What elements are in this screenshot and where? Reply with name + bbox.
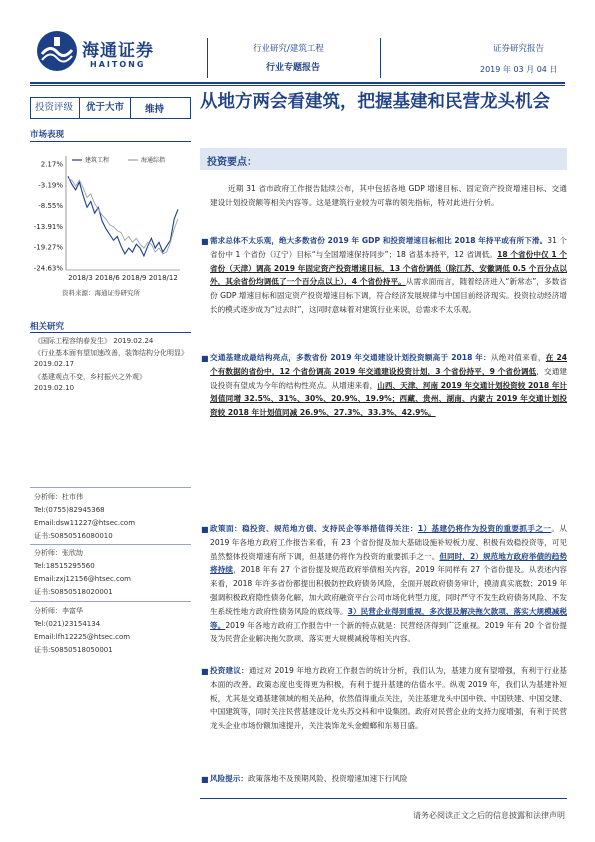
intro-paragraph [210, 182, 567, 210]
header-rule [30, 85, 565, 86]
related-item-date: 2019.02.17 [34, 360, 75, 368]
related-item[interactable] [34, 372, 184, 394]
chart-source: 资料来源：海通证券研究所 [62, 289, 140, 297]
analyst-card [34, 547, 131, 599]
point-highlight: 18 个省份中仅 1 个省份（天津）调高 2019 年固定资产投资增速目标，13 个省份调低（除江苏、安徽调低 0.5 个百分点以外，其余省份均调低了一个百分点以上），4 个省份持平。 [210, 249, 567, 287]
logo-english-name: HAITONG [90, 60, 146, 69]
series-line-1 [68, 176, 178, 256]
logo-chinese-name: 海通证券 [82, 41, 154, 61]
point-text: 。从 2019 年各地方政府工作报告来看，有 23 个省份提及加大基础设施补短板力度、积极有效稳投资等，可见虽然整体投资增速有所下调，但基建仍将作为投资的重要抓手之一。 [210, 524, 567, 561]
analyst-name: 分析师：张欣劼 [34, 549, 83, 557]
point-demand [210, 234, 567, 317]
related-item[interactable] [34, 348, 192, 370]
analyst-tel: Tel:18515295560 [34, 562, 95, 570]
legend-label: 建筑工程 [85, 157, 110, 164]
report-type: 行业专题报告 [266, 63, 321, 73]
report-category: 行业研究/建筑工程 [253, 44, 324, 54]
point-text: 从需求面而言，随着经济进入“新常态”，多数省份 GDP 增速目标和固定资产投资增速目标下调，符合经济发展规律与中国目前经济现实。投资拉动经济增长的模式逐步成为“过去时”，这同时意味着对建筑行业来说，总需求不太乐观。 [210, 277, 568, 314]
related-item-date: 2019.02.24 [113, 337, 154, 345]
point-text: 从绝对值来看， [490, 353, 546, 362]
report-date: 2019 年 03 月 04 日 [480, 65, 558, 74]
x-tick-label: 2018/3 2018/6 2018/9 2018/12 [68, 274, 178, 282]
point-heading: 政策面：稳投资、规范地方债、支持民企等举措值得关注： [210, 524, 418, 533]
analyst-rule [30, 487, 191, 488]
y-tick-label: -3.19% [38, 181, 63, 190]
related-item-title: 《基建观点不变，乡村振兴之外观》 [34, 373, 146, 381]
rating-trend: 维持 [145, 104, 165, 115]
y-tick-label: 2.17% [40, 160, 63, 169]
market-performance-chart [30, 152, 190, 284]
investment-rating [30, 97, 191, 119]
analyst-email[interactable]: Email:zxj12156@htsec.com [34, 575, 131, 583]
bullet-icon: ■ [201, 354, 209, 363]
report-title: 从地方两会看建筑，把握基建和民营龙头机会 [200, 92, 550, 112]
point-highlight: 山西、天津、河南 2019 年交通计划投资较 2018 年计划值同增 32.5%、31%、30%、20.9%、19.9%；西藏、贵州、湖南、内蒙古 2019 年交通计划投资较 2018 年计划值同减 26.9%、27.3%、33.3%、42.9%。 [210, 380, 568, 418]
point-text: ，交通建设投资有望成为今年的结构性亮点。从增速来看， [210, 366, 568, 390]
legend-label: 海通综指 [141, 157, 166, 164]
point-highlight: 在 24 个有数据的省份中，12 个省份调高 2019 年交通建设投资计划，3 个省份持平，9 个省份调低 [210, 353, 568, 376]
analyst-rule [30, 601, 191, 602]
analyst-card [34, 605, 130, 657]
analyst-name: 分析师：杜市伟 [34, 493, 83, 501]
point-highlight: 3）民营企业得到重视，多次提及解决拖欠款项、落实大规模减税等。 [210, 606, 568, 630]
footer-rule [200, 798, 567, 799]
point-text: 政策落地不及预期风险、投资增速加速下行风险 [247, 774, 408, 783]
header-divider [207, 38, 208, 78]
y-tick-label: -24.63% [33, 264, 63, 273]
related-rule [30, 332, 191, 333]
intro-text: 近期 31 省市政府工作报告陆续公布，其中包括各地 GDP 增速目标、固定资产投资增速目标、交通建设计划投资额等相关内容等。这是建筑行业较为可靠的领先指标，特对此进行分析。 [210, 184, 567, 207]
header-divider [380, 38, 381, 78]
related-item-title: 《国际工程容纳春发生》 [34, 337, 111, 345]
report-kind: 证券研究报告 [493, 44, 545, 54]
bullet-icon: ■ [201, 237, 209, 246]
analyst-email[interactable]: Email:lfh12225@htsec.com [34, 633, 131, 641]
analyst-cert: 证书:S0850518050001 [34, 646, 113, 654]
y-tick-label: -13.91% [33, 222, 63, 231]
analyst-email[interactable]: Email:dsw11227@htsec.com [34, 519, 136, 527]
point-heading: 投资建议： [210, 666, 249, 675]
haitong-logo-icon [36, 30, 78, 72]
rating-value: 优于大市 [80, 98, 131, 118]
point-recommendation [210, 664, 567, 733]
related-item[interactable] [34, 336, 194, 347]
bullet-icon: ■ [201, 525, 209, 534]
point-heading: 风险提示： [210, 774, 248, 783]
analyst-cert: 证书:S0850516080010 [34, 532, 113, 540]
point-highlight: 1）基建仍将作为投资的重要抓手之一 [417, 524, 552, 533]
footer-disclaimer[interactable]: 请务必阅读正文之后的信息披露和法律声明 [413, 811, 565, 820]
analyst-tel: Tel:(0755)82945368 [34, 506, 105, 514]
point-policy [210, 522, 567, 646]
analyst-rule [30, 544, 191, 545]
point-text: 2019 年各地方政府工作报告中一个新的特点就是：民营经济得到广泛重视。2019 年有 20 个省份提及为民营企业解决拖欠款项、落实更大规模减税等相关内容。 [210, 620, 567, 644]
y-tick-label: -8.55% [38, 202, 63, 211]
point-text: 31 个省份中 1 个省份（辽宁）目标“与全国增速保持同步”；18 省基本持平，12 省调低。 [210, 236, 568, 259]
point-transport [210, 351, 567, 420]
point-risk [210, 772, 567, 786]
point-heading: 交通基建成最结构亮点，多数省份 2019 年交通建设计划投资额高于 2018 年： [210, 353, 491, 362]
rating-label: 投资评级 [31, 98, 80, 118]
market-title: 市场表现 [30, 130, 65, 140]
analyst-cert: 证书:S0850518020001 [34, 588, 113, 596]
analyst-card [34, 491, 135, 543]
point-text: 通过对 2019 年地方政府工作报告的统计分析，我们认为，基建力度有望增强，有利于行业基本面的改善。政策态度也变得更为积极，有利于提升基建的估值水平。纵观 2019 年，我们认为基建补短板，尤其是交通基建领域的相关品种，依然值得重点关注，关注基建龙头中国中铁、中国铁建、中国交建、中国建筑等，同时关注民营基建设计龙头苏交科和中设集团。政府对民营企业的支持力度增强，有利于民营龙头企业市场份额加速提升，关注装饰龙头金螳螂和东易日盛。 [210, 666, 567, 731]
bullet-icon: ■ [201, 775, 209, 784]
analyst-name: 分析师：李富华 [34, 607, 83, 615]
header-rule [30, 82, 565, 84]
point-text: ，2018 年有 27 个省份提及规范政府举债相关内容，2019 年同样有 27 个省份提及。从表述内容来看，2018 年许多省份都提出积极防控政府债务风险，全面开展政府债务审计，摸清真实底数；2019 年强调积极政府隐性债务化解，加大政府融资平台公司市场化转型力度，同时严守不发生政府债务风险、不发生系统性地方政府性债务风险的底线等。 [210, 565, 567, 616]
point-heading: 需求总体不太乐观，绝大多数省份 2019 年 GDP 和投资增速目标相比 2018 年持平或有所下滑。 [210, 236, 548, 245]
point-highlight: 但同时，2）规范地方政府举债的趋势将持续 [210, 551, 567, 575]
y-tick-label: -19.27% [33, 243, 63, 252]
summary-title: 投资要点： [207, 157, 257, 168]
related-item-date: 2019.02.10 [34, 384, 75, 392]
analyst-tel: Tel:(021)23154134 [34, 620, 101, 628]
bullet-icon: ■ [201, 667, 209, 676]
series-line-2 [68, 178, 178, 254]
related-title: 相关研究 [30, 322, 65, 332]
market-rule [30, 141, 191, 142]
related-item-title: 《行业基本面有望加速改善，装饰结构分化明显》 [34, 349, 188, 357]
